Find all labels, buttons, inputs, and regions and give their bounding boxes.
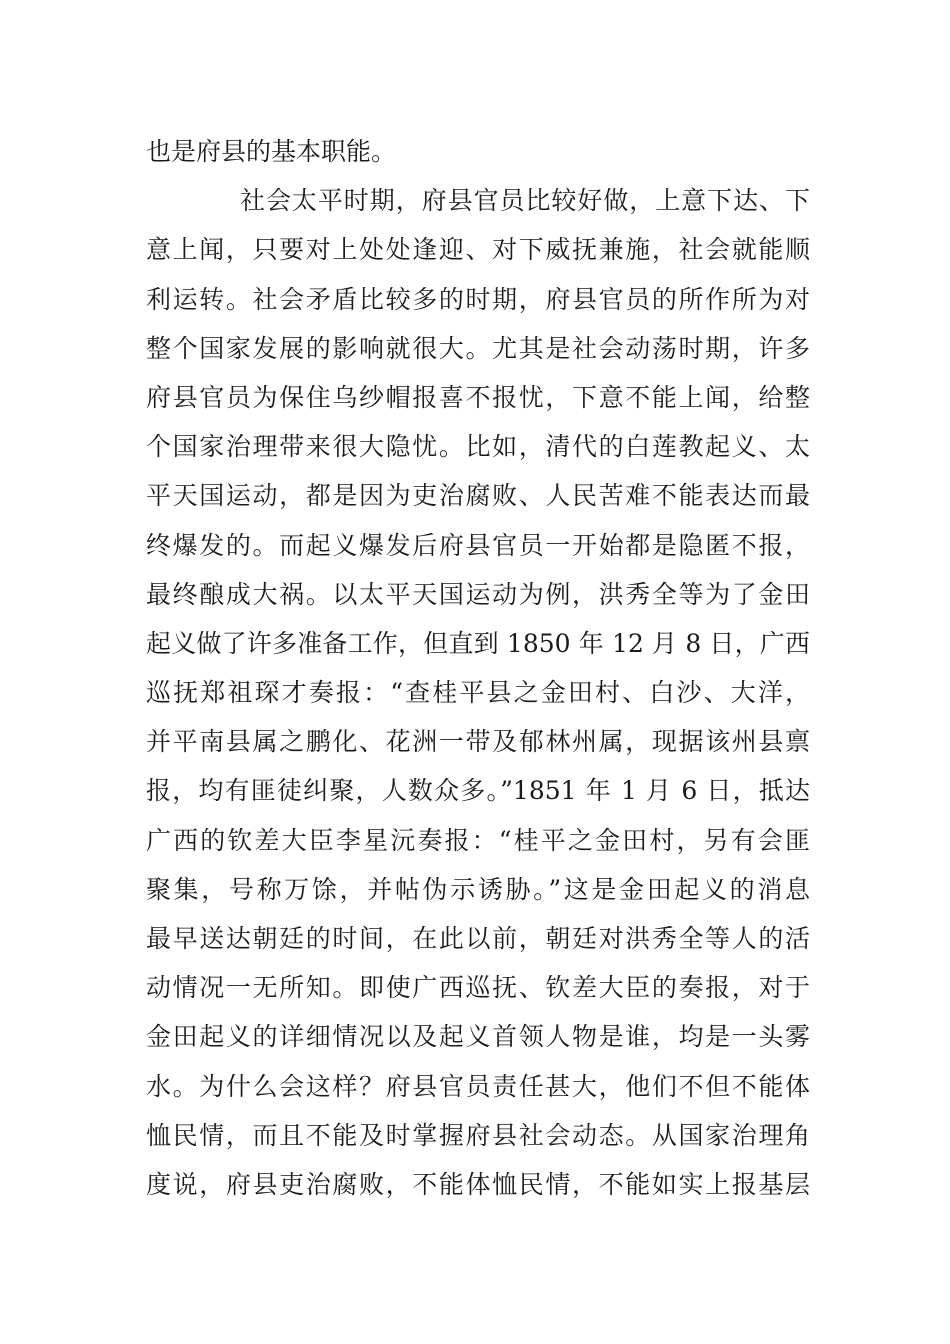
text-line-22: 度说，府县吏治腐败，不能体恤民情，不能如实上报基层	[146, 1169, 810, 1199]
text-line-4: 利运转。社会矛盾比较多的时期，府县官员的所作所为对	[146, 284, 810, 314]
text-line-14: 报，均有匪徒纠聚，人数众多。”1851 年 1 月 6 日，抵达	[146, 776, 810, 806]
text-line-18: 动情况一无所知。即使广西巡抚、钦差大臣的奏报，对于	[146, 973, 810, 1003]
text-line-11: 起义做了许多准备工作，但直到 1850 年 12 月 8 日，广西	[146, 628, 810, 658]
text-line-9: 终爆发的。而起义爆发后府县官员一开始都是隐匿不报，	[146, 530, 810, 560]
paragraph-first-line: 社会太平时期，府县官员比较好做，上意下达、下	[240, 186, 810, 216]
text-line-7: 个国家治理带来很大隐忧。比如，清代的白莲教起义、太	[146, 432, 810, 462]
text-line-1: 也是府县的基本职能。	[146, 137, 397, 166]
text-line-19: 金田起义的详细情况以及起义首领人物是谁，均是一头雾	[146, 1022, 810, 1052]
text-line-13: 并平南县属之鹏化、花洲一带及郁林州属，现据该州县禀	[146, 727, 810, 757]
text-line-12: 巡抚郑祖琛才奏报：“查桂平县之金田村、白沙、大洋，	[146, 678, 810, 708]
text-line-8: 平天国运动，都是因为吏治腐败、人民苦难不能表达而最	[146, 481, 810, 511]
text-line-17: 最早送达朝廷的时间，在此以前，朝廷对洪秀全等人的活	[146, 924, 810, 953]
text-line-6: 府县官员为保住乌纱帽报喜不报忧，下意不能上闻，给整	[146, 382, 810, 412]
text-line-20: 水。为什么会这样？府县官员责任甚大，他们不但不能体	[146, 1071, 810, 1101]
text-line-15: 广西的钦差大臣李星沅奏报：“桂平之金田村，另有会匪	[146, 825, 810, 855]
text-line-10: 最终酿成大祸。以太平天国运动为例，洪秀全等为了金田	[146, 579, 810, 609]
text-line-21: 恤民情，而且不能及时掌握府县社会动态。从国家治理角	[146, 1120, 810, 1150]
body-text	[146, 127, 810, 1209]
text-line-5: 整个国家发展的影响就很大。尤其是社会动荡时期，许多	[146, 333, 810, 363]
text-line-3: 意上闻，只要对上处处逢迎、对下威抚兼施，社会就能顺	[146, 235, 810, 265]
text-line-16: 聚集，号称万馀，并帖伪示诱胁。”这是金田起义的消息	[146, 874, 810, 904]
